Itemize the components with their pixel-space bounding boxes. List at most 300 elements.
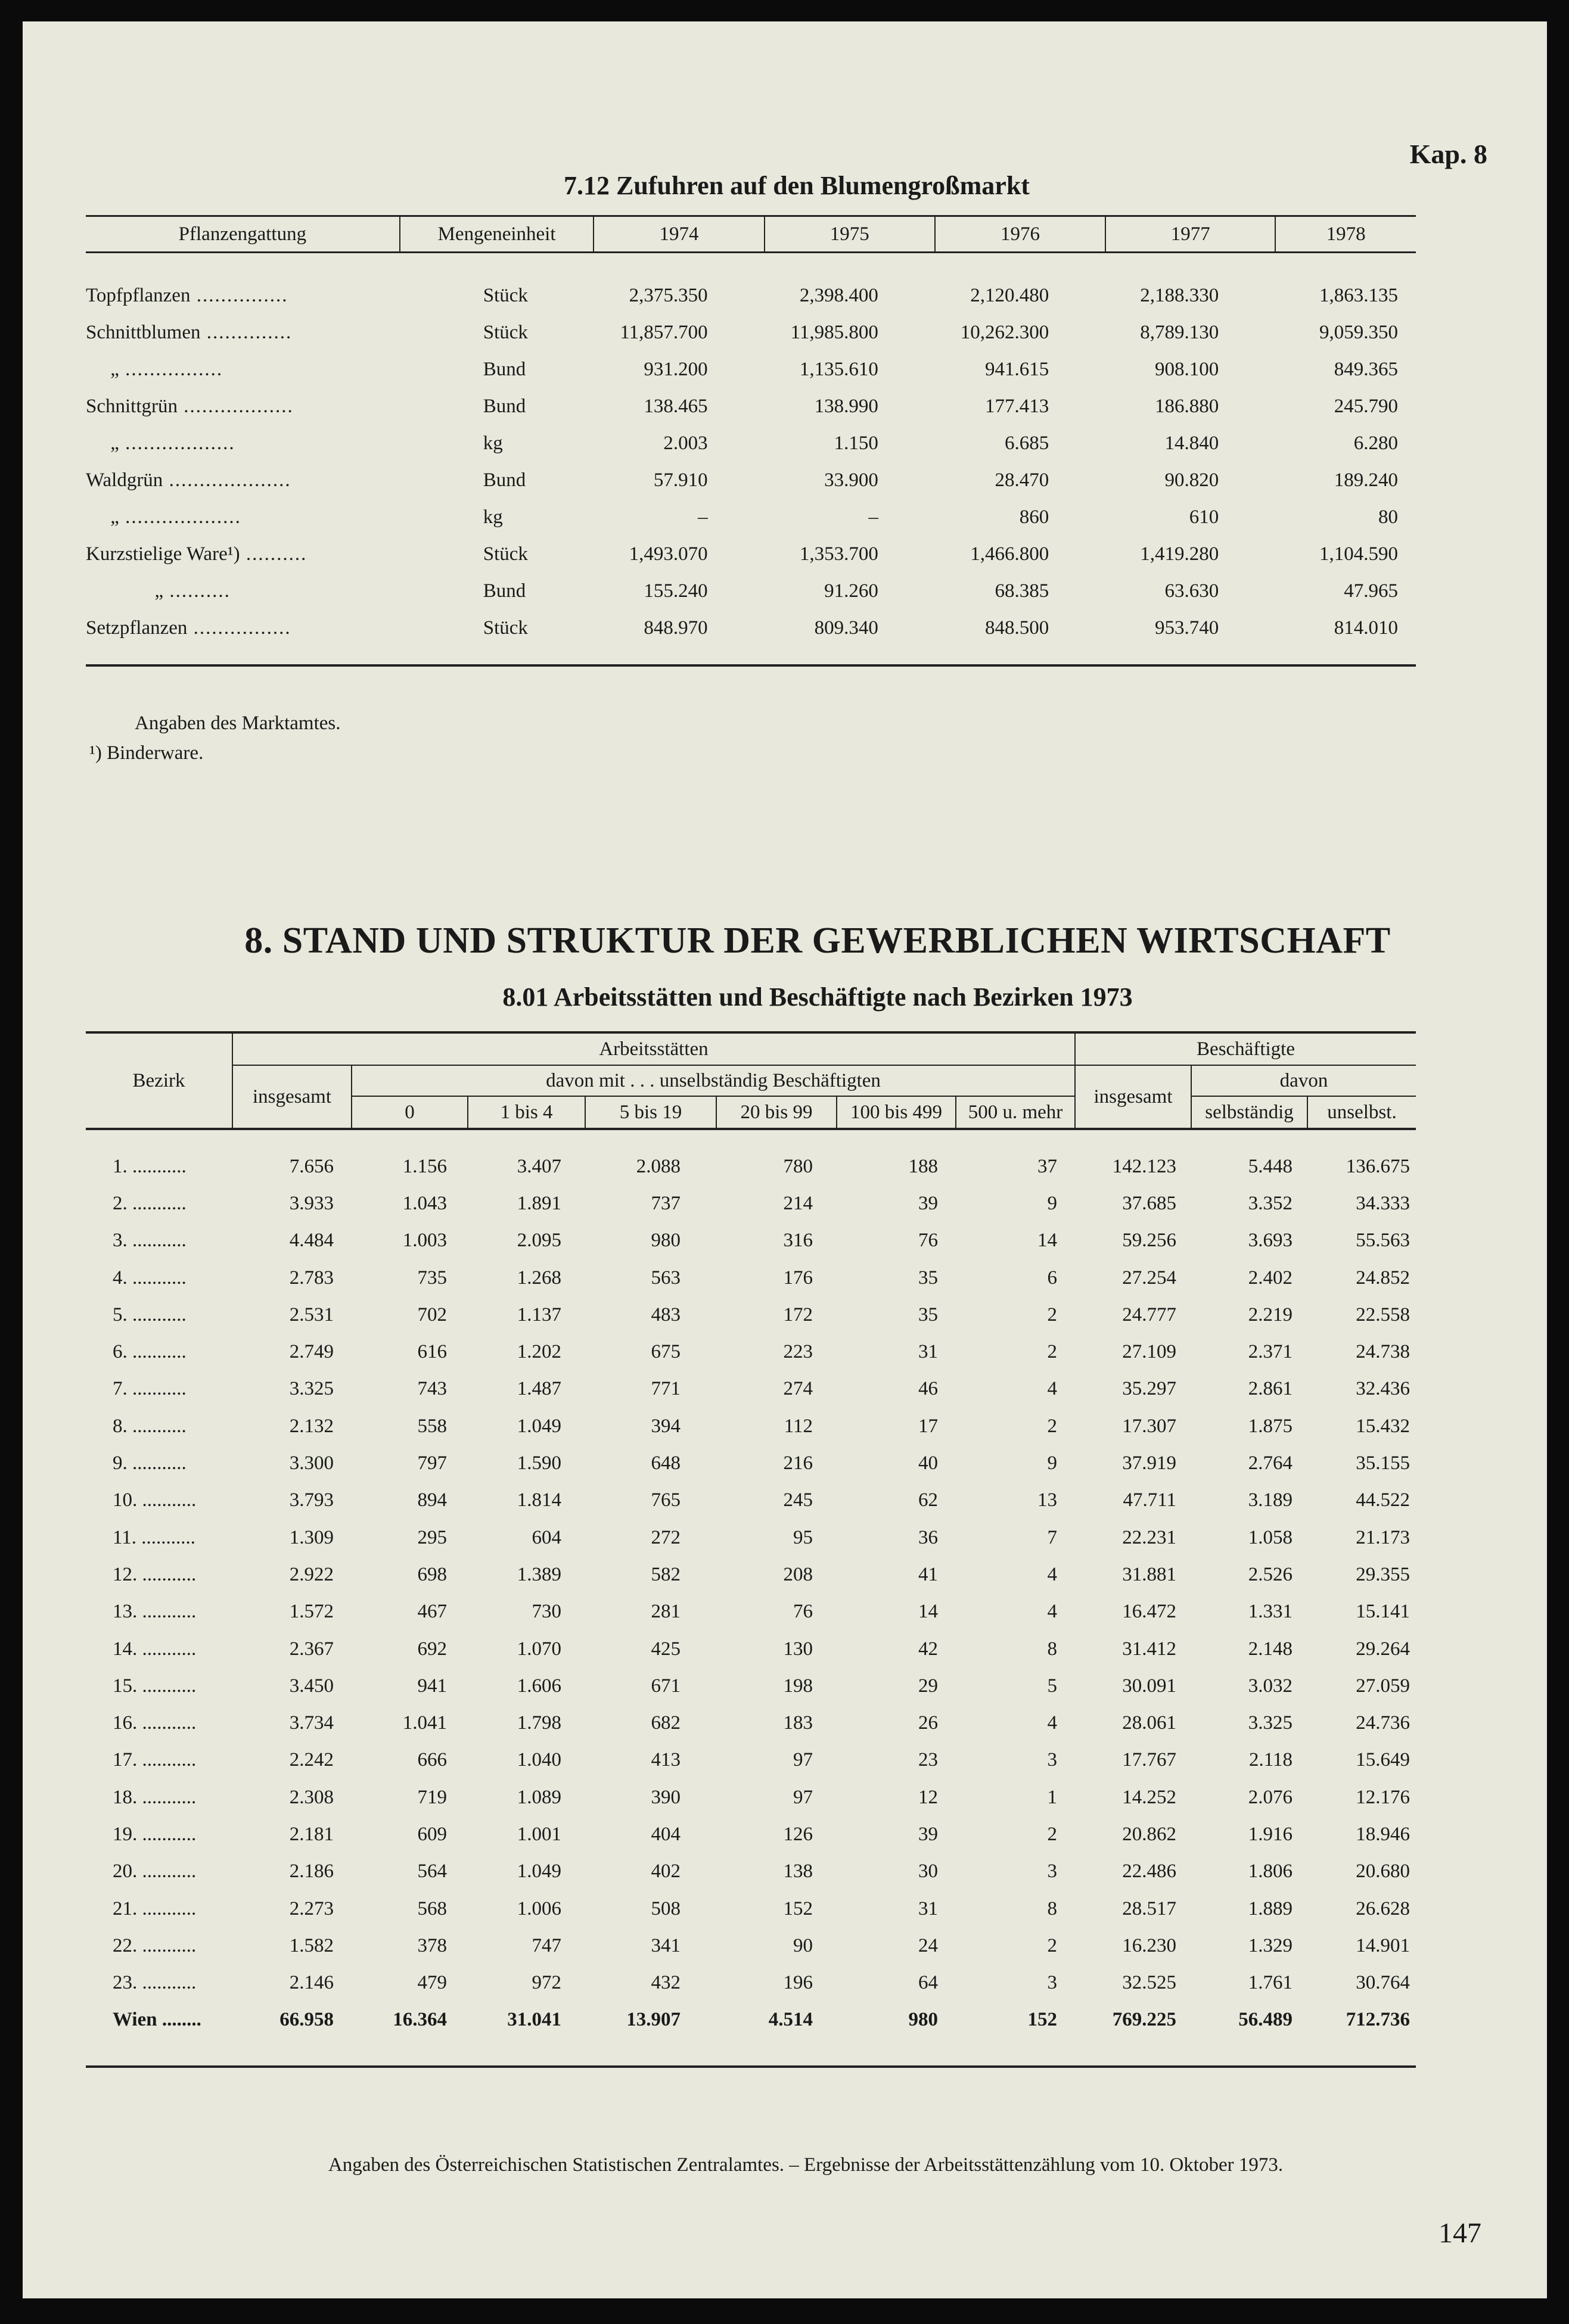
district-cell: 7. ........... — [113, 1378, 187, 1400]
value-cell: 31.881 — [1122, 1563, 1176, 1585]
district-cell: 9. ........... — [113, 1452, 187, 1474]
value-cell: 2.219 — [1248, 1303, 1293, 1326]
plant-name: Kurzstielige Ware¹) — [86, 543, 240, 565]
value-cell: 4.484 — [289, 1230, 334, 1252]
value-cell: 582 — [651, 1563, 681, 1585]
value-cell: 604 — [532, 1526, 561, 1548]
value-cell: 10,262.300 — [960, 321, 1049, 343]
value-cell: 2 — [1047, 1823, 1057, 1845]
district-row — [86, 1742, 1416, 1779]
table1-plant-cell — [86, 277, 400, 314]
value-cell: 2,188.330 — [1140, 284, 1219, 306]
value-cell: 214 — [783, 1192, 813, 1214]
value-cell: 14.252 — [1122, 1786, 1176, 1808]
value-cell: 404 — [651, 1823, 681, 1845]
value-cell: 35 — [918, 1303, 938, 1326]
district-row — [86, 1667, 1416, 1704]
value-cell: 1.590 — [517, 1452, 561, 1474]
value-cell: 743 — [417, 1378, 447, 1400]
value-cell: – — [868, 506, 878, 528]
header-size-class: 20 bis 99 — [716, 1096, 837, 1129]
value-cell: 198 — [783, 1675, 813, 1697]
header-size-class: 5 bis 19 — [585, 1096, 716, 1129]
table1-plant-cell — [86, 573, 400, 609]
value-cell: 31.041 — [507, 2009, 561, 2031]
value-cell: 1.268 — [517, 1267, 561, 1289]
value-cell: 62 — [918, 1489, 938, 1511]
value-cell: 2.749 — [289, 1341, 334, 1363]
leader-dots: ................... — [119, 506, 241, 528]
value-cell: 849.365 — [1334, 358, 1398, 380]
table1-plant-cell — [86, 351, 400, 388]
district-cell: 23. ........... — [113, 1972, 197, 1994]
value-cell: 1.006 — [517, 1897, 561, 1919]
value-cell: 136.675 — [1346, 1155, 1410, 1177]
table1-row — [86, 277, 1416, 314]
value-cell: 2 — [1047, 1341, 1057, 1363]
value-cell: 675 — [651, 1341, 681, 1363]
district-cell: 22. ........... — [113, 1934, 197, 1956]
district-cell: 10. ........... — [113, 1489, 197, 1511]
value-cell: 90.820 — [1164, 469, 1219, 491]
value-cell: 4 — [1047, 1712, 1057, 1734]
unit-cell: kg — [483, 506, 503, 528]
value-cell: 14 — [918, 1601, 938, 1623]
district-cell: 18. ........... — [113, 1786, 197, 1808]
value-cell: 188 — [908, 1155, 938, 1177]
table2-title: 8.01 Arbeitsstätten und Beschäftigte nach Bezirken 1973 — [502, 982, 1133, 1012]
value-cell: 3.450 — [289, 1675, 334, 1697]
district-cell: 11. ........... — [113, 1526, 196, 1548]
table1-plant-cell — [86, 462, 400, 499]
value-cell: 42 — [918, 1638, 938, 1660]
value-cell: 3.325 — [289, 1378, 334, 1400]
value-cell: 28.470 — [995, 469, 1049, 491]
header-insgesamt: insgesamt — [232, 1065, 352, 1129]
header-davon-mit: davon mit . . . unselbständig Beschäftigten — [352, 1065, 1075, 1096]
value-cell: 138.465 — [644, 395, 708, 417]
value-cell: 1.089 — [517, 1786, 561, 1808]
table2-workplaces — [86, 1031, 1416, 2068]
unit-cell: Stück — [483, 543, 528, 565]
value-cell: 2.367 — [289, 1638, 334, 1660]
district-cell: 19. ........... — [113, 1823, 197, 1845]
value-cell: 6.685 — [1004, 432, 1049, 454]
value-cell: 1.043 — [402, 1192, 447, 1214]
district-row — [86, 1445, 1416, 1482]
value-cell: 20.680 — [1356, 1861, 1410, 1883]
value-cell: 508 — [651, 1897, 681, 1919]
value-cell: 2 — [1047, 1934, 1057, 1956]
header-beschaeftigte: Beschäftigte — [1075, 1032, 1416, 1065]
value-cell: 3 — [1047, 1749, 1057, 1771]
value-cell: 860 — [1019, 506, 1049, 528]
table1-plant-cell — [86, 499, 400, 536]
value-cell: 55.563 — [1356, 1230, 1410, 1252]
table1-row — [86, 536, 1416, 573]
district-cell: 16. ........... — [113, 1712, 197, 1734]
leader-dots: ............... — [190, 284, 288, 306]
value-cell: 30 — [918, 1861, 938, 1883]
district-row — [86, 1556, 1416, 1593]
value-cell: 2.076 — [1248, 1786, 1293, 1808]
value-cell: 183 — [783, 1712, 813, 1734]
value-cell: 1.150 — [834, 432, 878, 454]
value-cell: 1,353.700 — [799, 543, 878, 565]
value-cell: 402 — [651, 1861, 681, 1883]
value-cell: 14.901 — [1356, 1934, 1410, 1956]
value-cell: 1.606 — [517, 1675, 561, 1697]
value-cell: 15.432 — [1356, 1415, 1410, 1437]
value-cell: 1.041 — [402, 1712, 447, 1734]
value-cell: 13.907 — [626, 2009, 681, 2031]
value-cell: 3 — [1047, 1861, 1057, 1883]
table1-row — [86, 388, 1416, 425]
value-cell: 28.061 — [1122, 1712, 1176, 1734]
value-cell: 1.889 — [1248, 1897, 1293, 1919]
table2-source-note: Angaben des Österreichischen Statistischen Zentralamtes. – Ergebnisse der Arbeitsstättenzählung vom 10. Oktober 1973. — [328, 2154, 1284, 2176]
value-cell: 2.146 — [289, 1972, 334, 1994]
value-cell: 8 — [1047, 1897, 1057, 1919]
value-cell: 208 — [783, 1563, 813, 1585]
leader-dots: .......... — [240, 543, 307, 565]
value-cell: 1.891 — [517, 1192, 561, 1214]
value-cell: 1.001 — [517, 1823, 561, 1845]
district-row — [86, 1185, 1416, 1222]
value-cell: 1.389 — [517, 1563, 561, 1585]
value-cell: 24.736 — [1356, 1712, 1410, 1734]
value-cell: 1.806 — [1248, 1861, 1293, 1883]
district-cell: 5. ........... — [113, 1303, 187, 1326]
value-cell: 1.798 — [517, 1712, 561, 1734]
plant-name: „ — [86, 506, 119, 528]
value-cell: 90 — [793, 1934, 813, 1956]
value-cell: 682 — [651, 1712, 681, 1734]
district-cell: 1. ........... — [113, 1155, 187, 1177]
value-cell: 2.273 — [289, 1897, 334, 1919]
value-cell: 3 — [1047, 1972, 1057, 1994]
table1-row — [86, 499, 1416, 536]
leader-dots: ................ — [119, 358, 223, 380]
value-cell: 32.436 — [1356, 1378, 1410, 1400]
header-bezirk: Bezirk — [86, 1032, 232, 1129]
table1-flower-market — [86, 215, 1416, 667]
value-cell: 12.176 — [1356, 1786, 1410, 1808]
table1-row — [86, 573, 1416, 609]
value-cell: 2,398.400 — [799, 284, 878, 306]
value-cell: 765 — [651, 1489, 681, 1511]
value-cell: 2.922 — [289, 1563, 334, 1585]
district-cell: 17. ........... — [113, 1749, 197, 1771]
district-cell: 13. ........... — [113, 1601, 197, 1623]
value-cell: 378 — [417, 1934, 447, 1956]
value-cell: 1.916 — [1248, 1823, 1293, 1845]
value-cell: 31.412 — [1122, 1638, 1176, 1660]
district-cell: 3. ........... — [113, 1230, 187, 1252]
district-row — [86, 1222, 1416, 1259]
value-cell: 737 — [651, 1192, 681, 1214]
district-cell: 8. ........... — [113, 1415, 187, 1437]
value-cell: 941 — [417, 1675, 447, 1697]
value-cell: 666 — [417, 1749, 447, 1771]
value-cell: 2,375.350 — [629, 284, 708, 306]
value-cell: 698 — [417, 1563, 447, 1585]
value-cell: 97 — [793, 1749, 813, 1771]
page-number: 147 — [1438, 2217, 1481, 2249]
unit-cell: Stück — [483, 617, 528, 639]
value-cell: 176 — [783, 1267, 813, 1289]
table1-header-cell: 1976 — [935, 216, 1105, 253]
leader-dots: ................ — [187, 617, 291, 639]
value-cell: 4 — [1047, 1601, 1057, 1623]
value-cell: 5.448 — [1248, 1155, 1293, 1177]
value-cell: 30.764 — [1356, 1972, 1410, 1994]
table1-row — [86, 425, 1416, 462]
value-cell: 413 — [651, 1749, 681, 1771]
value-cell: 848.500 — [984, 617, 1049, 639]
value-cell: 13 — [1037, 1489, 1057, 1511]
district-cell: 4. ........... — [113, 1267, 187, 1289]
value-cell: 31 — [918, 1897, 938, 1919]
district-row — [86, 1519, 1416, 1556]
value-cell: 12 — [918, 1786, 938, 1808]
table1-title: 7.12 Zufuhren auf den Blumengroßmarkt — [564, 171, 1030, 200]
value-cell: 24.852 — [1356, 1267, 1410, 1289]
value-cell: 11,857.700 — [620, 321, 708, 343]
value-cell: 9,059.350 — [1319, 321, 1398, 343]
value-cell: 1.137 — [517, 1303, 561, 1326]
value-cell: 394 — [651, 1415, 681, 1437]
value-cell: 15.141 — [1356, 1601, 1410, 1623]
value-cell: 26.628 — [1356, 1897, 1410, 1919]
district-row — [86, 1890, 1416, 1927]
value-cell: 112 — [784, 1415, 813, 1437]
value-cell: 735 — [417, 1267, 447, 1289]
value-cell: 2.764 — [1248, 1452, 1293, 1474]
value-cell: 341 — [651, 1934, 681, 1956]
value-cell: 216 — [783, 1452, 813, 1474]
value-cell: 34.333 — [1356, 1192, 1410, 1214]
value-cell: 2.132 — [289, 1415, 334, 1437]
value-cell: 95 — [793, 1526, 813, 1548]
value-cell: 9 — [1047, 1192, 1057, 1214]
table1-header-row — [86, 216, 1416, 253]
value-cell: 2,120.480 — [970, 284, 1049, 306]
value-cell: 1,419.280 — [1140, 543, 1219, 565]
value-cell: 814.010 — [1334, 617, 1398, 639]
page — [23, 21, 1547, 2298]
value-cell: 9 — [1047, 1452, 1057, 1474]
value-cell: 31 — [918, 1341, 938, 1363]
value-cell: 39 — [918, 1192, 938, 1214]
value-cell: 172 — [783, 1303, 813, 1326]
value-cell: 40 — [918, 1452, 938, 1474]
value-cell: 17.307 — [1122, 1415, 1176, 1437]
value-cell: 2.402 — [1248, 1267, 1293, 1289]
value-cell: 35.155 — [1356, 1452, 1410, 1474]
value-cell: 130 — [783, 1638, 813, 1660]
value-cell: 8 — [1047, 1638, 1057, 1660]
value-cell: 931.200 — [644, 358, 708, 380]
value-cell: 3.734 — [289, 1712, 334, 1734]
leader-dots: .................... — [163, 469, 291, 491]
value-cell: 1,863.135 — [1319, 284, 1398, 306]
value-cell: 702 — [417, 1303, 447, 1326]
value-cell: 483 — [651, 1303, 681, 1326]
value-cell: 35.297 — [1122, 1378, 1176, 1400]
value-cell: 24 — [918, 1934, 938, 1956]
value-cell: 3.793 — [289, 1489, 334, 1511]
value-cell: 2.861 — [1248, 1378, 1293, 1400]
district-row — [86, 1779, 1416, 1816]
header-size-class: 500 u. mehr — [956, 1096, 1075, 1129]
value-cell: 6 — [1047, 1267, 1057, 1289]
value-cell: 11,985.800 — [790, 321, 878, 343]
header-selbstaendig: selbständig — [1191, 1096, 1307, 1129]
value-cell: 908.100 — [1154, 358, 1219, 380]
value-cell: 177.413 — [984, 395, 1049, 417]
header-size-class: 0 — [352, 1096, 468, 1129]
value-cell: 316 — [783, 1230, 813, 1252]
value-cell: 3.300 — [289, 1452, 334, 1474]
value-cell: 425 — [651, 1638, 681, 1660]
value-cell: 16.364 — [393, 2009, 447, 2031]
value-cell: 274 — [783, 1378, 813, 1400]
leader-dots: .................. — [119, 432, 235, 454]
value-cell: 1.003 — [402, 1230, 447, 1252]
plant-name: Schnittgrün — [86, 395, 178, 417]
value-cell: 59.256 — [1122, 1230, 1176, 1252]
value-cell: – — [698, 506, 708, 528]
leader-dots: .............. — [200, 321, 293, 343]
table1-header-cell: 1975 — [765, 216, 935, 253]
value-cell: 479 — [417, 1972, 447, 1994]
value-cell: 68.385 — [995, 580, 1049, 602]
value-cell: 809.340 — [814, 617, 878, 639]
value-cell: 3.189 — [1248, 1489, 1293, 1511]
value-cell: 941.615 — [984, 358, 1049, 380]
value-cell: 2.308 — [289, 1786, 334, 1808]
value-cell: 29.355 — [1356, 1563, 1410, 1585]
value-cell: 2.003 — [663, 432, 708, 454]
value-cell: 29 — [918, 1675, 938, 1697]
value-cell: 6.280 — [1353, 432, 1398, 454]
header-davon: davon — [1191, 1065, 1416, 1096]
value-cell: 64 — [918, 1972, 938, 1994]
value-cell: 20.862 — [1122, 1823, 1176, 1845]
value-cell: 3.693 — [1248, 1230, 1293, 1252]
plant-name: „ — [86, 358, 119, 380]
value-cell: 719 — [417, 1786, 447, 1808]
value-cell: 4 — [1047, 1563, 1057, 1585]
value-cell: 245 — [783, 1489, 813, 1511]
value-cell: 564 — [417, 1861, 447, 1883]
district-cell: 2. ........... — [113, 1192, 187, 1214]
value-cell: 18.946 — [1356, 1823, 1410, 1845]
value-cell: 196 — [783, 1972, 813, 1994]
value-cell: 1.582 — [289, 1934, 334, 1956]
table1-header-cell: 1978 — [1275, 216, 1416, 253]
value-cell: 30.091 — [1122, 1675, 1176, 1697]
value-cell: 76 — [918, 1230, 938, 1252]
district-row — [86, 1371, 1416, 1408]
table1-footnote: ¹) Binderware. — [89, 742, 204, 764]
value-cell: 138 — [783, 1861, 813, 1883]
value-cell: 730 — [532, 1601, 561, 1623]
value-cell: 1.070 — [517, 1638, 561, 1660]
district-row — [86, 1259, 1416, 1296]
value-cell: 2.783 — [289, 1267, 334, 1289]
value-cell: 281 — [651, 1601, 681, 1623]
value-cell: 1,466.800 — [970, 543, 1049, 565]
value-cell: 1,104.590 — [1319, 543, 1398, 565]
value-cell: 2.088 — [636, 1155, 681, 1177]
value-cell: 29.264 — [1356, 1638, 1410, 1660]
value-cell: 22.231 — [1122, 1526, 1176, 1548]
value-cell: 712.736 — [1346, 2009, 1410, 2031]
section-title: 8. STAND UND STRUKTUR DER GEWERBLICHEN WIRTSCHAFT — [244, 920, 1391, 961]
table1-header-cell: 1974 — [594, 216, 764, 253]
value-cell: 616 — [417, 1341, 447, 1363]
district-row — [86, 1594, 1416, 1631]
unit-cell: Bund — [483, 395, 526, 417]
value-cell: 16.472 — [1122, 1601, 1176, 1623]
plant-name: „ — [86, 580, 164, 602]
value-cell: 189.240 — [1334, 469, 1398, 491]
district-row — [86, 1333, 1416, 1370]
district-row — [86, 1408, 1416, 1445]
value-cell: 36 — [918, 1526, 938, 1548]
unit-cell: Stück — [483, 321, 528, 343]
value-cell: 2 — [1047, 1415, 1057, 1437]
table1-row — [86, 351, 1416, 388]
district-row — [86, 1853, 1416, 1890]
value-cell: 14.840 — [1164, 432, 1219, 454]
value-cell: 2.181 — [289, 1823, 334, 1845]
value-cell: 771 — [651, 1378, 681, 1400]
district-cell: 14. ........... — [113, 1638, 197, 1660]
value-cell: 138.990 — [814, 395, 878, 417]
unit-cell: Bund — [483, 580, 526, 602]
table1-row — [86, 462, 1416, 499]
plant-name: Topfpflanzen — [86, 284, 191, 306]
value-cell: 953.740 — [1154, 617, 1219, 639]
value-cell: 5 — [1047, 1675, 1057, 1697]
header-unselbst: unselbst. — [1307, 1096, 1416, 1129]
table1-row — [86, 609, 1416, 646]
value-cell: 8,789.130 — [1140, 321, 1219, 343]
table1-plant-cell — [86, 425, 400, 462]
value-cell: 22.558 — [1356, 1303, 1410, 1326]
value-cell: 142.123 — [1112, 1155, 1176, 1177]
value-cell: 1.814 — [517, 1489, 561, 1511]
value-cell: 780 — [783, 1155, 813, 1177]
value-cell: 152 — [783, 1897, 813, 1919]
value-cell: 972 — [532, 1972, 561, 1994]
district-row — [86, 1148, 1416, 1185]
value-cell: 27.254 — [1122, 1267, 1176, 1289]
table1-row — [86, 314, 1416, 351]
value-cell: 295 — [417, 1526, 447, 1548]
district-row — [86, 1965, 1416, 2002]
value-cell: 1.309 — [289, 1526, 334, 1548]
chapter-label: Kap. 8 — [1409, 139, 1487, 169]
value-cell: 46 — [918, 1378, 938, 1400]
value-cell: 1.329 — [1248, 1934, 1293, 1956]
value-cell: 2.531 — [289, 1303, 334, 1326]
value-cell: 980 — [908, 2009, 938, 2031]
value-cell: 47.711 — [1123, 1489, 1176, 1511]
